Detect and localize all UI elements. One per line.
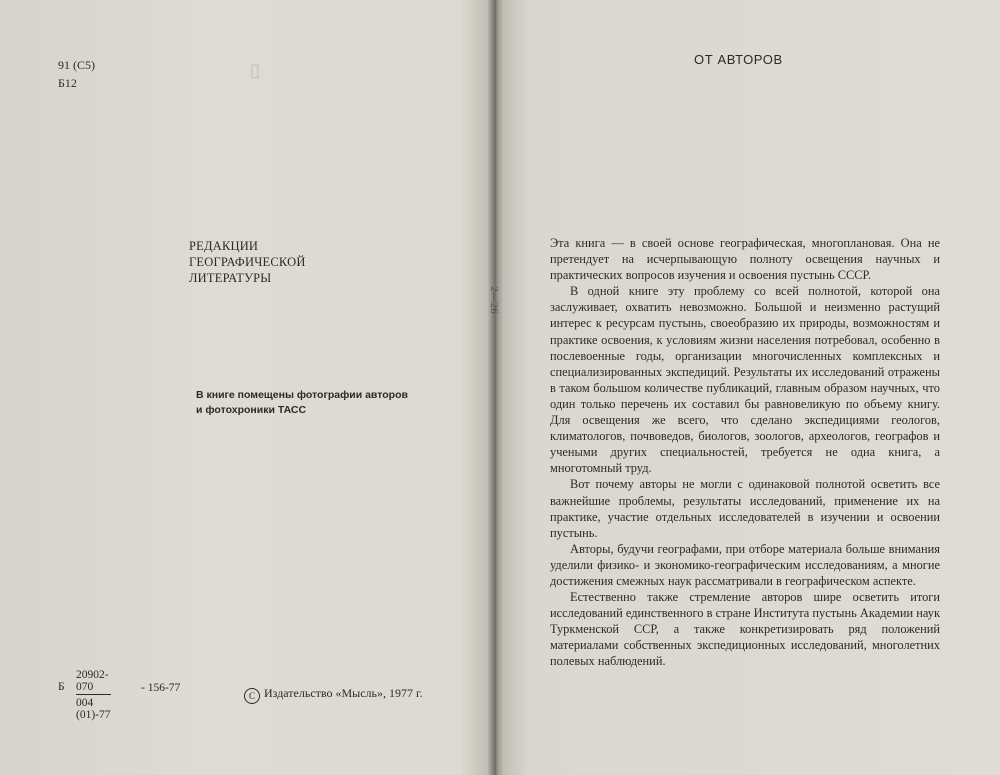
left-page	[0, 0, 490, 775]
paragraph: Естественно также стремление авторов шире осветить итоги исследований единственного в стране Института пустынь Академии наук Туркменской ССР, а также конкретизировать ряд положений материалами собственных экспедиционных исследований, многолетних полевых наблюдений.	[550, 590, 940, 669]
page-title: ОТ АВТОРОВ	[694, 52, 783, 67]
paragraph: В одной книге эту проблему со всей полнотой, которой она заслуживает, охватить невозможно. Большой и неизменно растущий интерес к ресурсам пустынь, своеобразию их природы, возможностям и практике освоения, к условиям жизни населения потребовал, особенно в послевоенные годы, организации многочисленных комплексных и специализированных экспедиций. Результаты их исследований отражены в таком большом количестве публикаций, главным образом научных, что один только перечень их составил бы равновеликую по объему книгу. Для освещения же всего, что сделано экспедициями геологов, климатологов, почвоведов, биологов, зоологов, археологов, географов и учеными других специальностей, требуется не одна книга, а многотомный труд.	[550, 284, 940, 476]
imprint-line: РЕДАКЦИИ	[189, 239, 259, 253]
classification-code-1: 91 (С5)	[58, 58, 95, 72]
photo-note-line: В книге помещены фотографии авторов	[196, 389, 408, 401]
right-page	[487, 0, 1000, 775]
copyright-icon: С	[244, 688, 260, 704]
imprint-line: ГЕОГРАФИЧЕСКОЙ	[189, 255, 306, 269]
classification-code-2: Б12	[58, 76, 77, 90]
show-through-ghost: ▯	[250, 60, 260, 80]
paragraph: Авторы, будучи географами, при отборе материала больше внимания уделили физико- и экономико-географическим исследованиям, а многие достижения смежных наук рассматривали в географическом аспекте.	[550, 541, 940, 588]
paragraph: Эта книга — в своей основе географическая, многоплановая. Она не претендует на исчерпывающую полноту освещения научных и практических вопросов изучения и освоения пустынь СССР.	[550, 236, 940, 283]
copyright-text: Издательство «Мысль», 1977 г.	[264, 686, 423, 700]
editorial-imprint	[189, 238, 306, 286]
catalog-numerator: 20902-070	[76, 669, 109, 693]
imprint-line: ЛИТЕРАТУРЫ	[189, 271, 272, 285]
photo-note-line: и фотохроники ТАСС	[196, 404, 307, 416]
catalog-fraction	[76, 669, 111, 721]
catalog-suffix: - 156-77	[141, 682, 181, 694]
copyright-line	[244, 686, 423, 704]
photo-credit-note	[196, 388, 408, 418]
paragraph: Вот почему авторы не могли с одинаковой полнотой осветить все важнейшие проблемы, результаты исследований, применение их на практике, участие отдельных исследователей в изучении и освоении пустынь.	[550, 477, 940, 540]
catalog-prefix: Б	[58, 681, 65, 693]
margin-mark: 2—26	[487, 286, 500, 314]
catalog-denominator: 004 (01)-77	[76, 697, 111, 721]
body-text	[550, 235, 940, 670]
